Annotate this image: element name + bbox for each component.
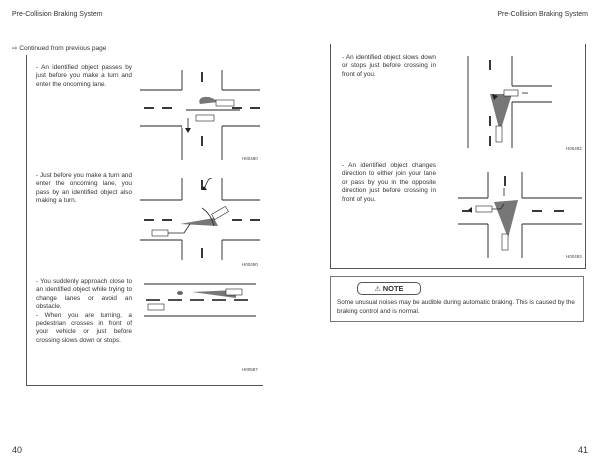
diagram-object-slows [462, 56, 582, 148]
figure-code-1: H00480 [242, 156, 258, 161]
diagram-turning-pass [140, 178, 260, 260]
note-text: Some unusual noises may be audible during automatic braking. This is caused by the braking control and is normal. [337, 299, 575, 315]
scenario-text-close-approach [36, 278, 132, 345]
figure-code-2: H00490 [242, 262, 258, 267]
scenario-text-turning-pass: - Just before you make a turn and enter the oncoming lane, you pass by an identified object also making a turn. [36, 172, 132, 205]
figure-code-5: H00493 [566, 254, 582, 259]
diagram-lane-change [140, 280, 260, 320]
page-number-left: 40 [12, 445, 23, 455]
figure-code-4: H00492 [566, 146, 582, 151]
scenario-text-oncoming-pass: - An identified object passes by just before you make a turn and enter the oncoming lane. [36, 64, 132, 88]
scenario-text-object-changes-direction: - An identified object changes direction to either join your lane or pass by you in the opposite direction just before crossing in front of you. [342, 162, 436, 203]
scenario-text-lane-change: - You suddenly approach close to an identified object while trying to change lanes or avoid an obstacle. [36, 278, 132, 311]
note-icon: ⚠ [374, 286, 383, 293]
note-title: ⚠ NOTE [357, 282, 421, 295]
diagram-oncoming-pass [140, 70, 260, 160]
right-running-header: Pre-Collision Braking System [497, 11, 588, 18]
scenario-text-object-slows: - An identified object slows down or stops just before crossing in front of you. [342, 54, 436, 78]
left-running-header: Pre-Collision Braking System [12, 11, 103, 18]
figure-code-3: H00587 [242, 367, 258, 372]
diagram-object-changes-direction [458, 172, 582, 258]
scenario-text-pedestrian: - When you are turning, a pedestrian crosses in front of your vehicle or just before crossing slows down or stops. [36, 311, 132, 344]
page-number-right: 41 [577, 445, 588, 455]
continued-from-previous-page: ⇨ Continued from previous page [12, 45, 107, 52]
